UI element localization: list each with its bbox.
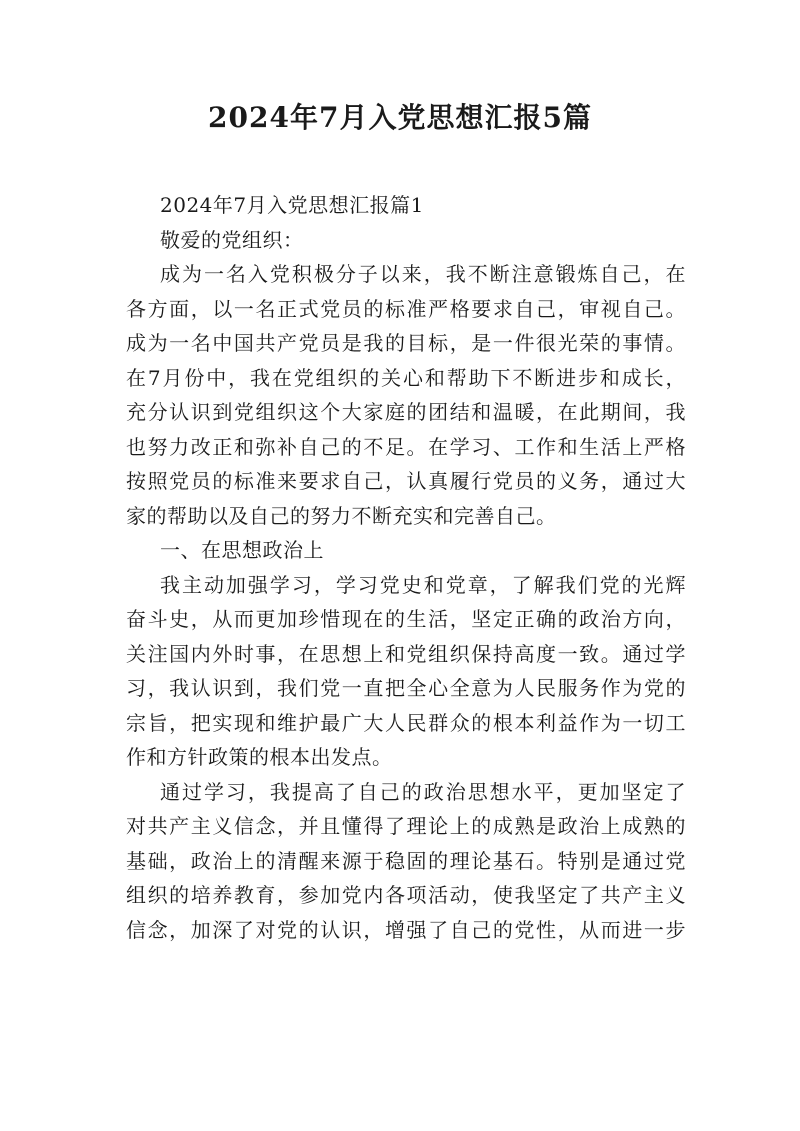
text-line: 对共产主义信念，并且懂得了理论上的成熟是政治上成熟的 xyxy=(126,814,686,838)
text-line: 2024年7月入党思想汇报篇1 xyxy=(160,193,424,217)
document-body xyxy=(126,188,686,947)
text-line: 成为一名中国共产党员是我的目标，是一件很光荣的事情。 xyxy=(126,331,686,355)
document-title: 2024年7月入党思想汇报5篇 xyxy=(208,101,592,134)
text-line: 充分认识到党组织这个大家庭的团结和温暖，在此期间，我 xyxy=(126,400,686,424)
text-line: 一、在思想政治上 xyxy=(160,538,324,562)
text-line: 各方面，以一名正式党员的标准严格要求自己，审视自己。 xyxy=(126,296,686,321)
text-line: 习，我认识到，我们党一直把全心全意为人民服务作为党的 xyxy=(126,676,686,700)
text-line: 宗旨，把实现和维护最广大人民群众的根本利益作为一切工 xyxy=(126,710,686,735)
text-line: 在7月份中，我在党组织的关心和帮助下不断进步和成长， xyxy=(126,365,686,390)
text-line: 基础，政治上的清醒来源于稳固的理论基石。特别是通过党 xyxy=(126,848,686,873)
text-line: 敬爱的党组织： xyxy=(160,227,304,252)
text-line: 组织的培养教育，参加党内各项活动，使我坚定了共产主义 xyxy=(126,883,686,907)
text-line: 按照党员的标准来要求自己，认真履行党员的义务，通过大 xyxy=(126,469,686,493)
text-line: 奋斗史，从而更加珍惜现在的生活，坚定正确的政治方向， xyxy=(126,607,686,631)
text-line: 作和方针政策的根本出发点。 xyxy=(126,745,393,769)
text-line: 我主动加强学习，学习党史和党章，了解我们党的光辉 xyxy=(160,572,686,597)
text-line: 通过学习，我提高了自己的政治思想水平，更加坚定了 xyxy=(160,779,686,804)
text-line: 家的帮助以及自己的努力不断充实和完善自己。 xyxy=(126,503,557,528)
text-line: 信念，加深了对党的认识，增强了自己的党性，从而进一步 xyxy=(126,917,686,942)
text-line: 也努力改正和弥补自己的不足。在学习、工作和生活上严格 xyxy=(126,434,686,459)
text-line: 关注国内外时事，在思想上和党组织保持高度一致。通过学 xyxy=(126,641,686,666)
text-line: 成为一名入党积极分子以来，我不断注意锻炼自己，在 xyxy=(160,262,686,286)
